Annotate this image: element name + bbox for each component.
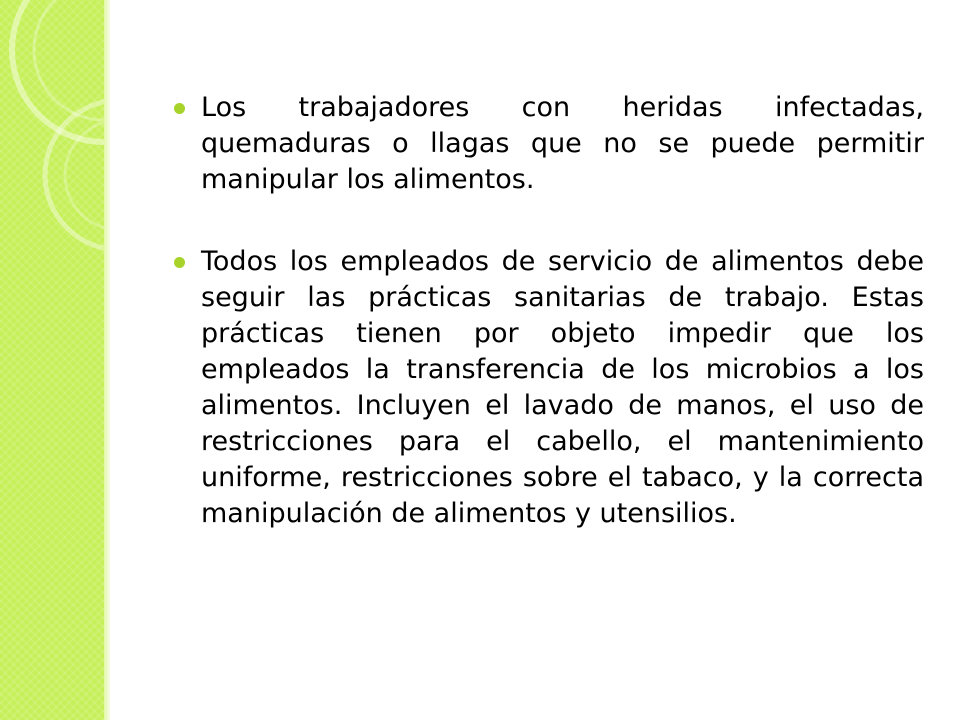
bullet-text: Los trabajadores con heridas infectadas, quemaduras o llagas que no se puede permitir manipular los alimentos. (201, 92, 924, 195)
bullet-item (174, 90, 924, 198)
band-edge (104, 0, 110, 720)
slide-content (174, 90, 924, 578)
bullet-item (174, 244, 924, 532)
bullet-dot-icon (174, 257, 185, 268)
bullet-text: Todos los empleados de servicio de alimentos debe seguir las prácticas sanitarias de trabajo. Estas prácticas tienen por objeto impedir que los empleados la transferencia de los microbios a los alimentos. Incluyen el lavado de manos, el uso de restricciones para el cabello, el mantenimiento uniforme, restricciones sobre el tabaco, y la correcta manipulación de alimentos y utensilios. (201, 246, 924, 529)
decorative-circles-icon (0, 0, 104, 300)
decorative-side-band (0, 0, 104, 720)
bullet-dot-icon (174, 103, 185, 114)
